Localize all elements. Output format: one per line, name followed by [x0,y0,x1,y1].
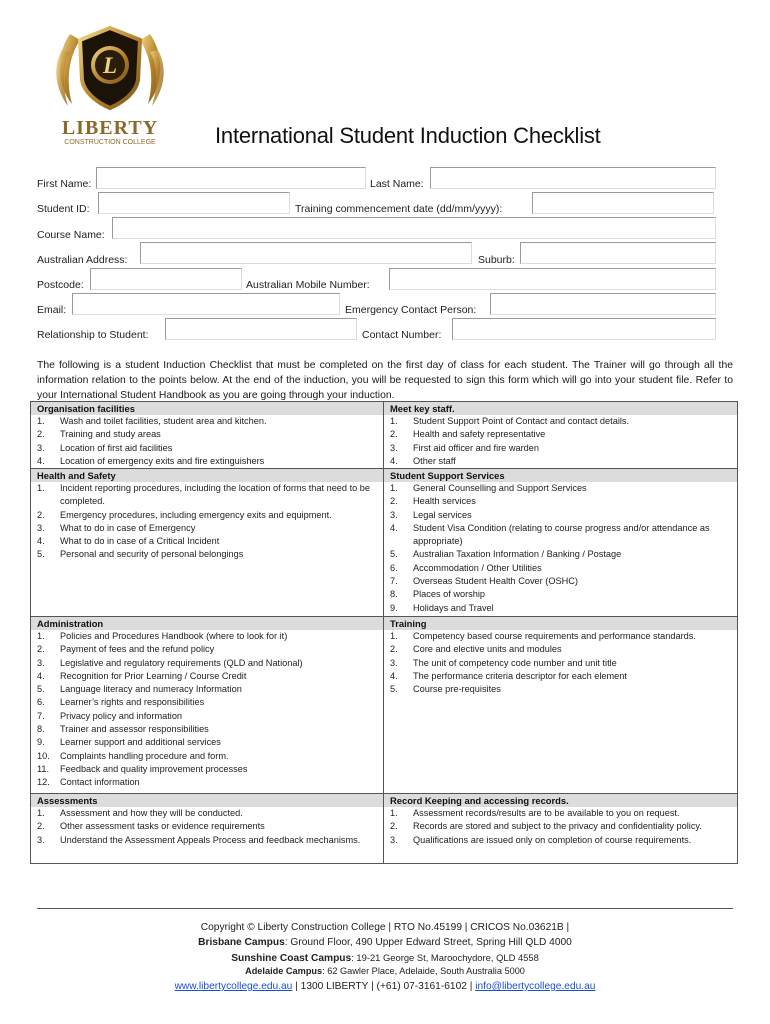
section-training [384,617,737,793]
sunshine-campus-label: Sunshine Coast Campus [231,953,352,964]
table-row [31,402,737,468]
logo-name: LIBERTY [61,117,159,139]
item-number: 3. [390,657,398,668]
item-text: Complaints handling procedure and form. [60,750,229,761]
postcode-field[interactable] [90,268,242,290]
item-number: 2. [37,429,45,440]
list-item [37,415,377,428]
item-text: Payment of fees and the refund policy [60,644,215,655]
item-text: Location of first aid facilities [60,442,173,453]
section-organisation-facilities [31,402,384,468]
section-meet-key-staff [384,402,737,468]
item-number: 5. [37,684,45,695]
list-item [390,683,731,696]
section-heading: Assessments [31,794,383,807]
item-text: Holidays and Travel [413,602,494,613]
postcode-label: Postcode: [37,279,84,291]
list-item [390,820,731,833]
item-text: Incident reporting procedures, including the location of forms that need to be completed. [60,483,371,507]
section-heading: Administration [31,617,383,630]
list-item [37,670,377,683]
item-number: 1. [390,631,398,641]
item-text: Accommodation / Other Utilities [413,562,542,573]
footer-copyright: Copyright © Liberty Construction College | RTO No.45199 | CRICOS No.03621B | [200,922,570,933]
item-text: Understand the Assessment Appeals Process and feedback mechanisms. [60,834,361,845]
item-number: 5. [390,549,398,560]
list-item [37,643,377,656]
document-title: International Student Induction Checklist [215,123,601,148]
list-item [390,509,731,522]
logo-subtitle: CONSTRUCTION COLLEGE [64,139,156,146]
footer-brisbane [0,937,770,948]
list-item [37,696,377,709]
item-number: 8. [37,724,45,735]
item-number: 10. [37,750,50,761]
list-item [390,482,731,495]
item-number: 4. [37,536,45,547]
item-text: Recognition for Prior Learning / Course Credit [60,670,247,681]
contact-number-label: Contact Number: [362,329,442,341]
footer-adelaide [0,966,770,976]
relationship-label: Relationship to Student: [37,329,149,341]
item-text: Records are stored and subject to the privacy and confidentiality policy. [413,821,702,832]
table-row [31,793,737,863]
section-heading: Meet key staff. [384,402,737,415]
checklist-table [30,401,738,864]
suburb-label: Suburb: [478,254,515,266]
list-item [390,442,731,455]
item-text: First aid officer and fire warden [413,442,539,453]
list-item [37,807,377,820]
item-text: Health and safety representative [413,429,546,440]
list-item [390,575,731,588]
list-item [390,602,731,615]
section-heading: Health and Safety [31,469,383,482]
list-item [390,562,731,575]
training-date-field[interactable] [532,192,714,214]
item-text: What to do in case of a Critical Incident [60,536,220,547]
item-number: 3. [390,442,398,453]
item-text: Feedback and quality improvement processes [60,763,248,774]
contact-number-field[interactable] [452,318,716,340]
section-heading: Organisation facilities [31,402,383,415]
item-text: Places of worship [413,589,486,600]
item-number: 4. [37,670,45,681]
footer-divider [37,908,733,909]
address-label: Australian Address: [37,254,128,266]
item-number: 4. [390,670,398,681]
website-link[interactable]: www.libertycollege.edu.au [174,981,293,992]
item-text: Trainer and assessor responsibilities [60,724,209,735]
section-administration [31,617,384,793]
first-name-label: First Name: [37,178,92,190]
list-item [390,455,731,468]
item-text: The performance criteria descriptor for each element [413,670,627,681]
item-text: Legislative and regulatory requirements (QLD and National) [60,657,303,668]
suburb-field[interactable] [520,242,716,264]
list-item [390,428,731,441]
last-name-field[interactable] [430,167,716,189]
list-item [390,588,731,601]
list-item [37,630,377,643]
adelaide-campus-label: Adelaide Campus [245,966,323,976]
student-id-label: Student ID: [37,203,90,215]
item-text: What to do in case of Emergency [60,522,196,533]
item-number: 4. [390,455,398,466]
list-item [37,522,377,535]
adelaide-address: : 62 Gawler Place, Adelaide, South Australia 5000 [322,966,525,976]
list-item [37,683,377,696]
table-row [31,616,737,793]
student-details-form [0,0,770,345]
mobile-label: Australian Mobile Number: [246,279,370,291]
list-item [390,415,731,428]
item-number: 1. [37,483,45,493]
item-number: 2. [37,644,45,655]
item-text: Contact information [60,777,140,788]
intro-paragraph: The following is a student Induction Checklist that must be completed on the first day of class for each student. The Trainer will go through all the information relation to the points below. At the end of the induction, you will be requested to sign this form which will go into your student file. Refer to your International Student Handbook as you are going through your induction. [37,360,733,401]
item-number: 3. [37,442,45,453]
section-heading: Training [384,617,737,630]
item-text: General Counselling and Support Services [413,483,587,493]
list-item [37,723,377,736]
item-text: Learner’s rights and responsibilities [60,697,205,708]
item-number: 12. [37,777,50,788]
item-number: 1. [37,416,45,426]
item-text: Other assessment tasks or evidence requirements [60,821,265,832]
section-assessments [31,794,384,863]
item-number: 1. [390,416,398,426]
list-item [390,807,731,820]
item-text: Qualifications are issued only on completion of course requirements. [413,834,692,845]
item-number: 3. [390,509,398,520]
item-number: 8. [390,589,398,600]
item-text: Assessment and how they will be conducted. [60,808,243,818]
footer-contact [0,981,770,992]
item-number: 2. [390,644,398,655]
list-item [37,548,377,561]
item-number: 6. [390,562,398,573]
list-item [390,643,731,656]
training-date-label: Training commencement date (dd/mm/yyyy): [295,203,503,215]
item-text: Wash and toilet facilities, student area and kitchen. [60,416,267,426]
course-name-field[interactable] [112,217,716,239]
item-number: 1. [37,631,45,641]
list-item [37,482,377,509]
item-number: 1. [37,808,45,818]
list-item [37,535,377,548]
list-item [37,763,377,776]
section-heading: Student Support Services [384,469,737,482]
item-text: The unit of competency code number and unit title [413,657,617,668]
list-item [390,522,731,549]
item-number: 11. [37,763,50,774]
list-item [37,820,377,833]
relationship-field[interactable] [165,318,357,340]
item-number: 2. [390,821,398,832]
item-text: Student Visa Condition (relating to course progress and/or attendance as appropriate) [413,522,710,547]
item-text: Other staff [413,455,456,466]
item-number: 4. [37,455,45,466]
item-text: Training and study areas [60,429,161,440]
item-text: Policies and Procedures Handbook (where to look for it) [60,631,288,641]
item-number: 3. [37,522,45,533]
item-number: 9. [37,737,45,748]
item-number: 2. [37,509,45,520]
brisbane-campus-label: Brisbane Campus [198,937,285,948]
item-number: 1. [390,483,398,493]
section-heading: Record Keeping and accessing records. [384,794,737,807]
list-item [390,670,731,683]
item-text: Learner support and additional services [60,737,221,748]
list-item [37,710,377,723]
item-text: Course pre-requisites [413,684,501,695]
list-item [390,834,731,847]
item-text: Assessment records/results are to be available to you on request. [413,808,680,818]
list-item [37,736,377,749]
item-text: Overseas Student Health Cover (OSHC) [413,576,578,587]
list-item [37,657,377,670]
item-number: 6. [37,697,45,708]
item-text: Personal and security of personal belongings [60,549,244,560]
section-health-and-safety [31,469,384,616]
list-item [390,548,731,561]
list-item [390,630,731,643]
item-number: 9. [390,602,398,613]
item-number: 5. [37,549,45,560]
footer-phones: | 1300 LIBERTY | (+61) 07-3161-6102 | [292,981,476,992]
list-item [37,442,377,455]
list-item [37,750,377,763]
sunshine-address: : 19-21 George St, Maroochydore, QLD 4558 [351,952,539,963]
item-number: 1. [390,808,398,818]
list-item [37,509,377,522]
item-number: 2. [37,821,45,832]
email-link[interactable]: info@libertycollege.edu.au [475,981,596,992]
item-number: 3. [37,834,45,845]
emergency-contact-label: Emergency Contact Person: [345,304,477,316]
list-item [37,776,377,789]
item-text: Location of emergency exits and fire extinguishers [60,455,265,466]
item-number: 3. [37,657,45,668]
email-label: Email: [37,304,67,316]
item-text: Emergency procedures, including emergency exits and equipment. [60,509,332,520]
item-text: Privacy policy and information [60,710,183,721]
list-item [390,495,731,508]
item-text: Language literacy and numeracy Information [60,684,242,695]
course-name-label: Course Name: [37,229,105,241]
mobile-field[interactable] [389,268,716,290]
item-number: 7. [37,710,45,721]
item-number: 2. [390,496,398,507]
footer-sunshine-coast [0,952,770,964]
item-text: Student Support Point of Contact and contact details. [413,416,630,426]
item-number: 4. [390,522,398,533]
last-name-label: Last Name: [370,178,424,190]
brisbane-address: : Ground Floor, 490 Upper Edward Street, Spring Hill QLD 4000 [284,937,572,948]
item-number: 2. [390,429,398,440]
address-field[interactable] [140,242,472,264]
first-name-field[interactable] [96,167,366,189]
section-student-support-services [384,469,737,616]
list-item [37,428,377,441]
item-text: Australian Taxation Information / Banking / Postage [413,549,622,560]
section-record-keeping [384,794,737,863]
emergency-contact-field[interactable] [490,293,716,315]
item-text: Competency based course requirements and performance standards. [413,631,696,641]
table-row [31,468,737,616]
item-number: 5. [390,684,398,695]
list-item [37,834,377,847]
logo-letter: L [102,53,118,78]
item-text: Health services [413,496,476,507]
item-text: Core and elective units and modules [413,644,562,655]
list-item [37,455,377,468]
item-number: 7. [390,576,398,587]
item-number: 3. [390,834,398,845]
email-field[interactable] [72,293,340,315]
list-item [390,657,731,670]
item-text: Legal services [413,509,472,520]
student-id-field[interactable] [98,192,290,214]
